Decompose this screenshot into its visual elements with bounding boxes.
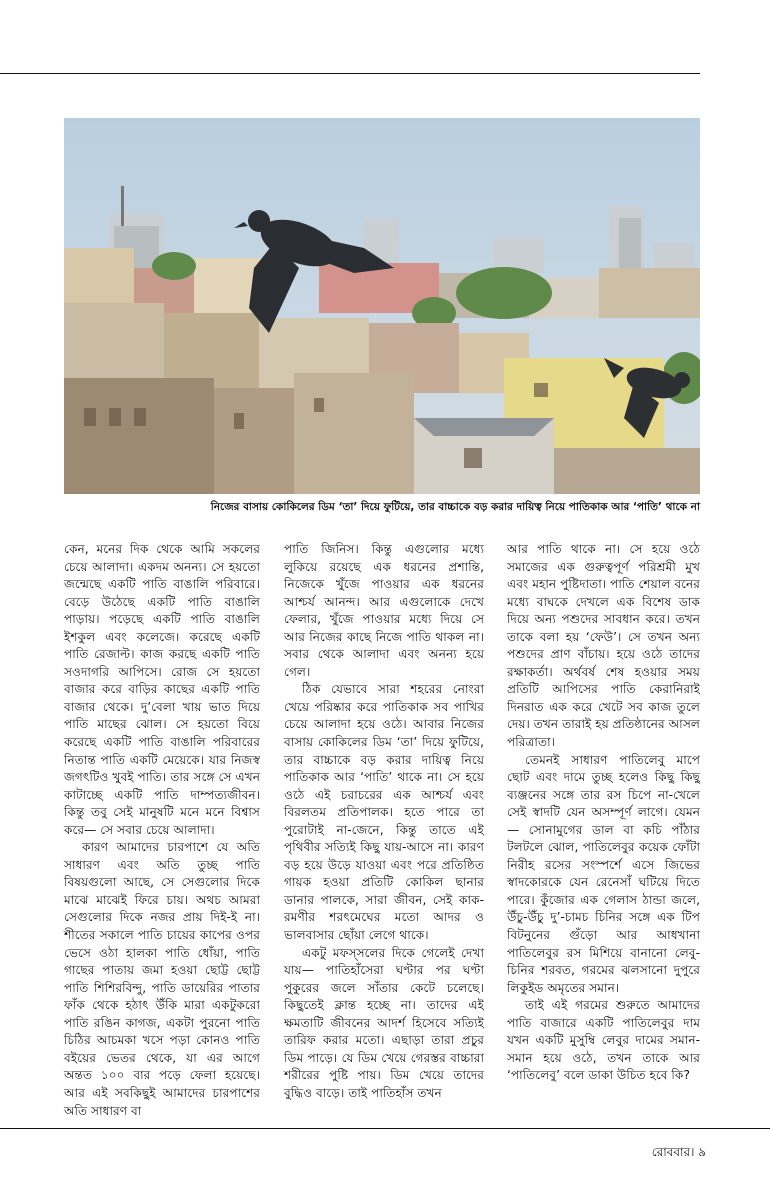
paragraph: পাতি জিনিস। কিন্তু এগুলোর মধ্যে লুকিয়ে রয়েছে এক ধরনের প্রশান্তি, নিজেকে খুঁজে পাওয়ার এক ধরনের আশ্চর্য আনন্দ। আর এগুলোকে দেখে ফেলার, খুঁজে পাওয়ার মধ্যে দিয়ে সে আর নিজের কাছে নিজে পাতি থাকল না। সবার থেকে আলাদা এবং অনন্য হয়ে গেল। xyxy=(284,542,484,679)
paragraph: কারণ আমাদের চারপাশে যে অতি সাধারণ এবং অতি তুচ্ছ পাতি বিষয়গুলো আছে, সে সেগুলোর দিকে মাঝে মাঝেই ফিরে চায়। অথচ আমরা সেগুলোর দিকে নজর প্রায় দিই-ই না। শীতের সকালে পাতি চায়ের কাপের ওপর ভেসে ওঠা হালকা পাতি ধোঁয়া, পাতি গাছের পাতায় জমা হওয়া ছোট্ট ছোট্ট পাতি শিশিরবিন্দু, পাতি ডায়েরির পাতার ফাঁক থেকে হঠাৎ উঁকি মারা একটুকরো পাতি রঙিন কাগজ, একটা পুরনো পাতি চিঠির আচমকা খসে পড়া কোনও পাতি বইয়ের ভেতর থেকে, যা এর আগে অন্তত ১০০ বার পড়ে ফেলা হয়েছে। আর এই সবকিছুই আমাদের চারপাশের অতি সাধারণ বা xyxy=(64,840,260,1118)
paragraph: আর পাতি থাকে না। সে হয়ে ওঠে সমাজের এক গুরুত্বপূর্ণ পরিশ্রমী মুখ এবং মহান পুষ্টিদাতা। পাতি শেয়াল বনের মধ্যে বাঘকে দেখলে এক বিশেষ ডাক দিয়ে অন্য পশুদের সাবধান করে। তখন তাকে বলা হয় ‘ফেউ’। সে তখন অন্য পশুদের প্রাণ বাঁচায়। হয়ে ওঠে তাদের রক্ষাকর্তা। অর্থবর্ষ শেষ হওয়ার সময় প্রতিটি আপিসের পাতি কেরানিরাই দিনরাত এক করে খেটে সব কাজ তুলে দেয়। তখন তারাই হয় প্রতিষ্ঠানের আসল পরিত্রাতা। xyxy=(507,542,700,750)
photo-caption: নিজের বাসায় কোকিলের ডিম ‘তা’ দিয়ে ফুটিয়ে, তার বাচ্চাকে বড় করার দায়িত্ব নিয়ে পাতিকাক আর ‘পাতি’ থাকে না xyxy=(210,501,700,513)
paragraph: কেন, মনের দিক থেকে আমি সকলের চেয়ে আলাদা। একদম অনন্য। সে হয়তো জন্মেছে একটি পাতি বাঙালি পরিবারে। বেড়ে উঠেছে একটি পাতি বাঙালি পাড়ায়। পড়েছে একটি পাতি বাঙালি ইশকুল এবং কলেজে। করেছে একটি পাতি রেজাল্ট। কাজ করছে একটি পাতি সওদাগরি আপিসে। রোজ সে হয়তো বাজার করে বাড়ির কাছের একটি পাতি বাজার থেকে। দু’বেলা খায় ভাত দিয়ে পাতি মাছের ঝোল। সে হয়তো বিয়ে করেছে একটি পাতি বাঙালি পরিবারের নিতান্ত পাতি একটি মেয়েকে। যার নিজস্ব জগৎটিও খুবই পাতি। তার সঙ্গে সে এখন কাটাচ্ছে একটি পাতি দাম্পত্যজীবন। কিন্তু তবু সেই মানুষটি মনে মনে বিশ্বাস করে— সে সবার চেয়ে আলাদা। xyxy=(64,542,260,837)
paragraph: একটু মফস্‌সলের দিকে গেলেই দেখা যায়— পাতিহাঁসেরা ঘণ্টার পর ঘণ্টা পুকুরের জলে সাঁতার কেটে চলেছে। কিছুতেই ক্লান্ত হচ্ছে না। তাদের এই ক্ষমতাটি জীবনের আদর্শ হিসেবে সত্যিই তারিফ করার মতো। এছাড়া তারা প্রচুর ডিম পাড়ে। যে ডিম খেয়ে গেরস্তর বাচ্চারা শরীরের পুষ্টি পায়। ডিম খেয়ে তাদের বুদ্ধিও বাড়ে। তাই পাতিহাঁস তখন xyxy=(284,945,484,1100)
article-column-2 xyxy=(284,541,484,1103)
paragraph: ঠিক যেভাবে সারা শহরের নোংরা খেয়ে পরিষ্কার করে পাতিকাক সব পাখির চেয়ে আলাদা হয়ে ওঠে। আবার নিজের বাসায় কোকিলের ডিম ‘তা’ দিয়ে ফুটিয়ে, তার বাচ্চাকে বড় করার দায়িত্ব নিয়ে পাতিকাক আর ‘পাতি’ থাকে না। সে হয়ে ওঠে এই চরাচরের এক আশ্চর্য এবং বিরলতম প্রতিপালক। হতে পারে তা পুরোটাই না-জেনে, কিন্তু তাতে এই পৃথিবীর সত্যিই কিছু যায়-আসে না। কারণ বড় হয়ে উড়ে যাওয়া এবং পরে প্রতিষ্ঠিত গায়ক হওয়া প্রতিটি কোকিল ছানার ডানার পালকে, সারা জীবন, সেই কাক-রমণীর শরৎমেঘের মতো আদর ও ভালবাসার ছোঁয়া লেগে থাকে। xyxy=(284,682,484,943)
cityscape-crow-photo xyxy=(64,118,700,494)
bottom-rule xyxy=(0,1128,770,1129)
article-column-1 xyxy=(64,541,260,1120)
article-column-3 xyxy=(507,541,700,1085)
paragraph: তেমনই সাধারণ পাতিলেবু মাপে ছোট এবং দামে তুচ্ছ হলেও কিছু কিছু ব্যঞ্জনের সঙ্গে তার রস চিপে না-খেলে সেই স্বাদটি যেন অসম্পূর্ণ লাগে। যেমন— সোনামুগের ডাল বা কচি পাঁঠার টলটলে ঝোল, পাতিলেবুর কয়েক ফোঁটা নিরীহ রসের সংস্পর্শে এসে জিভের স্বাদকোরকে যেন রেনেসাঁ ঘটিয়ে দিতে পারে। কুঁজোর এক গেলাস ঠান্ডা জলে, উঁচু-উঁচু দু’-চামচ চিনির সঙ্গে এক টিপ বিটনুনের গুঁড়ো আর আধখানা পাতিলেবুর রস মিশিয়ে বানানো লেবু-চিনির শরবত, গরমের ঝলসানো দুপুরে লিকুইড অমৃতের সমান। xyxy=(507,752,700,995)
paragraph: তাই এই গরমের শুরুতে আমাদের পাতি বাজারে একটি পাতিলেবুর দাম যখন একটি মুসুম্বি লেবুর দামের সমান-সমান হয়ে ওঠে, তখন তাকে আর ‘পাতিলেবু’ বলে ডাকা উচিত হবে কি? xyxy=(507,998,700,1083)
page-footer: রোববার। ৯ xyxy=(651,1145,706,1159)
top-rule xyxy=(0,73,700,74)
